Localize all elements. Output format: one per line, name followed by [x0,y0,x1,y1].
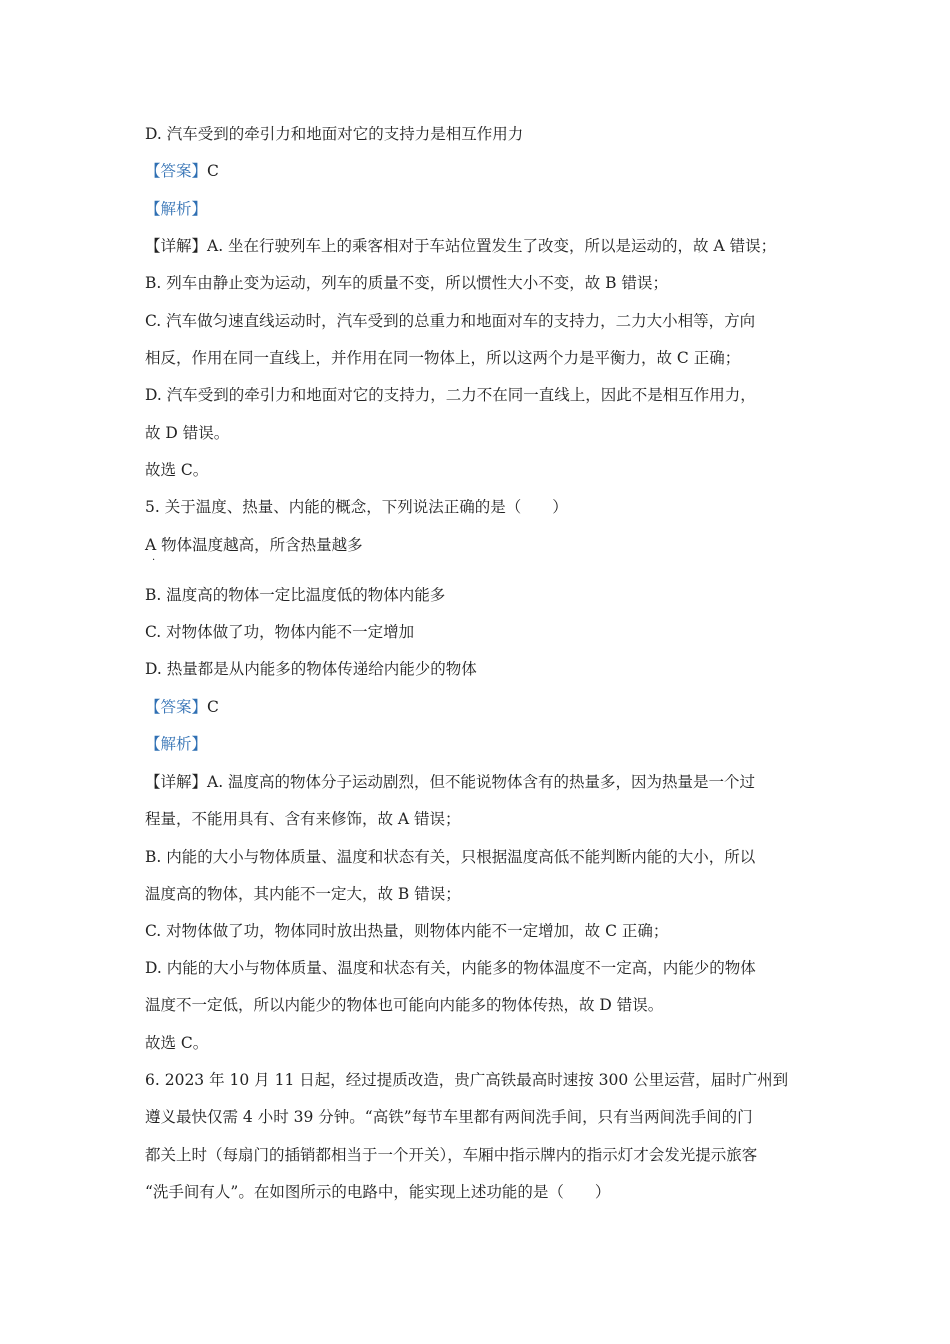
answer-label: 【答案】 [145,162,208,180]
option-a: A 物体温度越高，所含热量越多 [145,536,363,554]
explanation-line: D. 汽车受到的牵引力和地面对它的支持力，二力不在同一直线上，因此不是相互作用力， [145,386,756,404]
explanation-line: D. 内能的大小与物体质量、温度和状态有关，内能多的物体温度不一定高，内能少的物体 [145,959,756,977]
answer-row-1 [145,160,219,182]
question-6-stem: 6. 2023 年 10 月 11 日起，经过提质改造，贵广高铁最高时速按 300 公里运营，届时广州到 [145,1071,789,1089]
explanation-line: B. 列车由静止变为运动，列车的质量不变，所以惯性大小不变，故 B 错误； [145,274,668,292]
explanation-line: C. 对物体做了功，物体同时放出热量，则物体内能不一定增加，故 C 正确； [145,922,669,940]
option-b: B. 温度高的物体一定比温度低的物体内能多 [145,586,446,604]
conclusion-line: 故选 C。 [145,461,209,479]
conclusion-line: 故选 C。 [145,1034,209,1052]
answer-value: C [207,698,219,716]
explanation-line: 温度高的物体，其内能不一定大，故 B 错误； [145,885,461,903]
explanation-line: 相反，作用在同一直线上，并作用在同一物体上，所以这两个力是平衡力，故 C 正确； [145,349,741,367]
explanation-line: 【详解】A. 温度高的物体分子运动剧烈，但不能说物体含有的热量多，因为热量是一个过 [145,773,756,791]
question-6-stem: 遵义最快仅需 4 小时 39 分钟。“高铁”每节车里都有两间洗手间，只有当两间洗手间的门 [145,1108,753,1126]
explanation-line: C. 汽车做匀速直线运动时，汽车受到的总重力和地面对车的支持力，二力大小相等，方向 [145,312,756,330]
option-d: D. 热量都是从内能多的物体传递给内能少的物体 [145,660,477,678]
explanation-line: B. 内能的大小与物体质量、温度和状态有关，只根据温度高低不能判断内能的大小，所以 [145,848,756,866]
question-5-stem: 5. 关于温度、热量、内能的概念，下列说法正确的是（ ） [145,498,568,516]
analysis-label-1: 【解析】 [145,200,208,218]
question-6-stem: “洗手间有人”。在如图所示的电路中，能实现上述功能的是（ ） [145,1183,611,1201]
explanation-line: 程量，不能用具有、含有来修饰，故 A 错误； [145,810,461,828]
explanation-line: 温度不一定低，所以内能少的物体也可能向内能多的物体传热，故 D 错误。 [145,996,664,1014]
answer-row-2 [145,696,219,718]
option-d-text: D. 汽车受到的牵引力和地面对它的支持力是相互作用力 [145,125,524,143]
answer-value: C [207,162,219,180]
answer-label: 【答案】 [145,698,208,716]
explanation-line: 【详解】A. 坐在行驶列车上的乘客相对于车站位置发生了改变，所以是运动的，故 A 错误； [145,237,777,255]
stray-dot: · [152,555,156,566]
option-c: C. 对物体做了功，物体内能不一定增加 [145,623,415,641]
explanation-line: 故 D 错误。 [145,424,230,442]
question-6-stem: 都关上时（每扇门的插销都相当于一个开关），车厢中指示牌内的指示灯才会发光提示旅客 [145,1146,758,1164]
analysis-label-2: 【解析】 [145,735,208,753]
